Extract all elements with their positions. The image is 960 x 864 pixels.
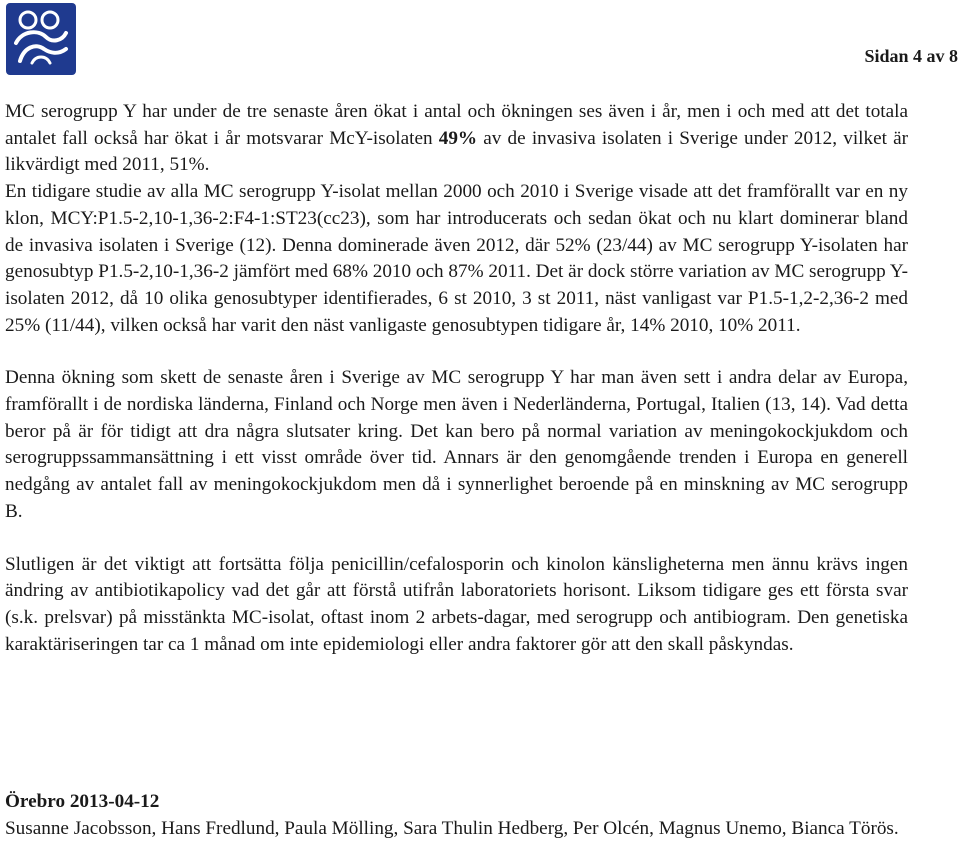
organization-logo-icon: [6, 3, 76, 75]
document-footer: [5, 789, 908, 842]
page-number: Sidan 4 av 8: [864, 46, 958, 66]
place-date: Örebro 2013-04-12: [5, 791, 160, 812]
paragraph-europe-trend: Denna ökning som skett de senaste åren i Sverige av MC serogrupp Y har man även sett i andra delar av Europa, framförallt i de nordiska länderna, Finland och Norge men även i Nederländerna, Portugal, Italien (13, 14). Vad detta beror på är för tidigt att dra några slutsater kring. Det kan bero på normal variation av meningokockjukdom och serogruppssammansättning i ett visst område över tid. Annars är den genomgående trenden i Europa en generell nedgång av antalet fall av meningokockjukdom men då i synnerlighet beroende på en minskning av MC serogrupp B.: [5, 367, 908, 522]
paragraph-text: MC serogrupp Y har under de tre senaste åren ökat i antal och ökningen ses även i år, men i och med att det totala antalet fall också har ökat i år motsvarar McY-isolaten: [5, 101, 908, 149]
paragraph-conclusion: Slutligen är det viktigt att fortsätta följa penicillin/cefalosporin och kinolon känsligheterna men ännu krävs ingen ändring av antibiotikapolicy vad det går att förstå utifrån laboratoriets horisont. Liksom tidigare ges ett första svar (s.k. prelsvar) på misstänkta MC-isolat, oftast inom 2 arbets-dagar, med serogrupp och antibiogram. Den genetiska karaktäriseringen tar ca 1 månad om inte epidemiologi eller andra faktorer gör att den skall påskyndas.: [5, 553, 908, 655]
paragraph-serogroup-y-trend: [5, 99, 908, 179]
authors-list: Susanne Jacobsson, Hans Fredlund, Paula Mölling, Sara Thulin Hedberg, Per Olcén, Magnus Unemo, Bianca Törös.: [5, 817, 899, 839]
document-body: [5, 99, 908, 658]
paragraph-clone-study: En tidigare studie av alla MC serogrupp Y-isolat mellan 2000 och 2010 i Sverige visade att det framförallt var en ny klon, MCY:P1.5-2,10-1,36-2:F4-1:ST23(cc23), som har introducerats och sedan ökat och nu klart dominerar bland de invasiva isolaten i Sverige (12). Denna dominerade även 2012, där 52% (23/44) av MC serogrupp Y-isolaten har genosubtyp P1.5-2,10-1,36-2 jämfört med 68% 2010 och 87% 2011. Det är dock större variation av MC serogrupp Y-isolaten 2012, då 10 olika genosubtyper identifierades, 6 st 2010, 3 st 2011, näst vanligast var P1.5-1,2-2,36-2 med 25% (11/44), vilken också har varit den näst vanligaste genosubtypen tidigare år, 14% 2010, 10% 2011.: [5, 181, 908, 336]
paragraph-text: av de invasiva isolaten i Sverige under 2012, vilket är likvärdigt med 2011, 51%.: [5, 127, 908, 176]
highlight-percentage: 49%: [438, 127, 478, 149]
